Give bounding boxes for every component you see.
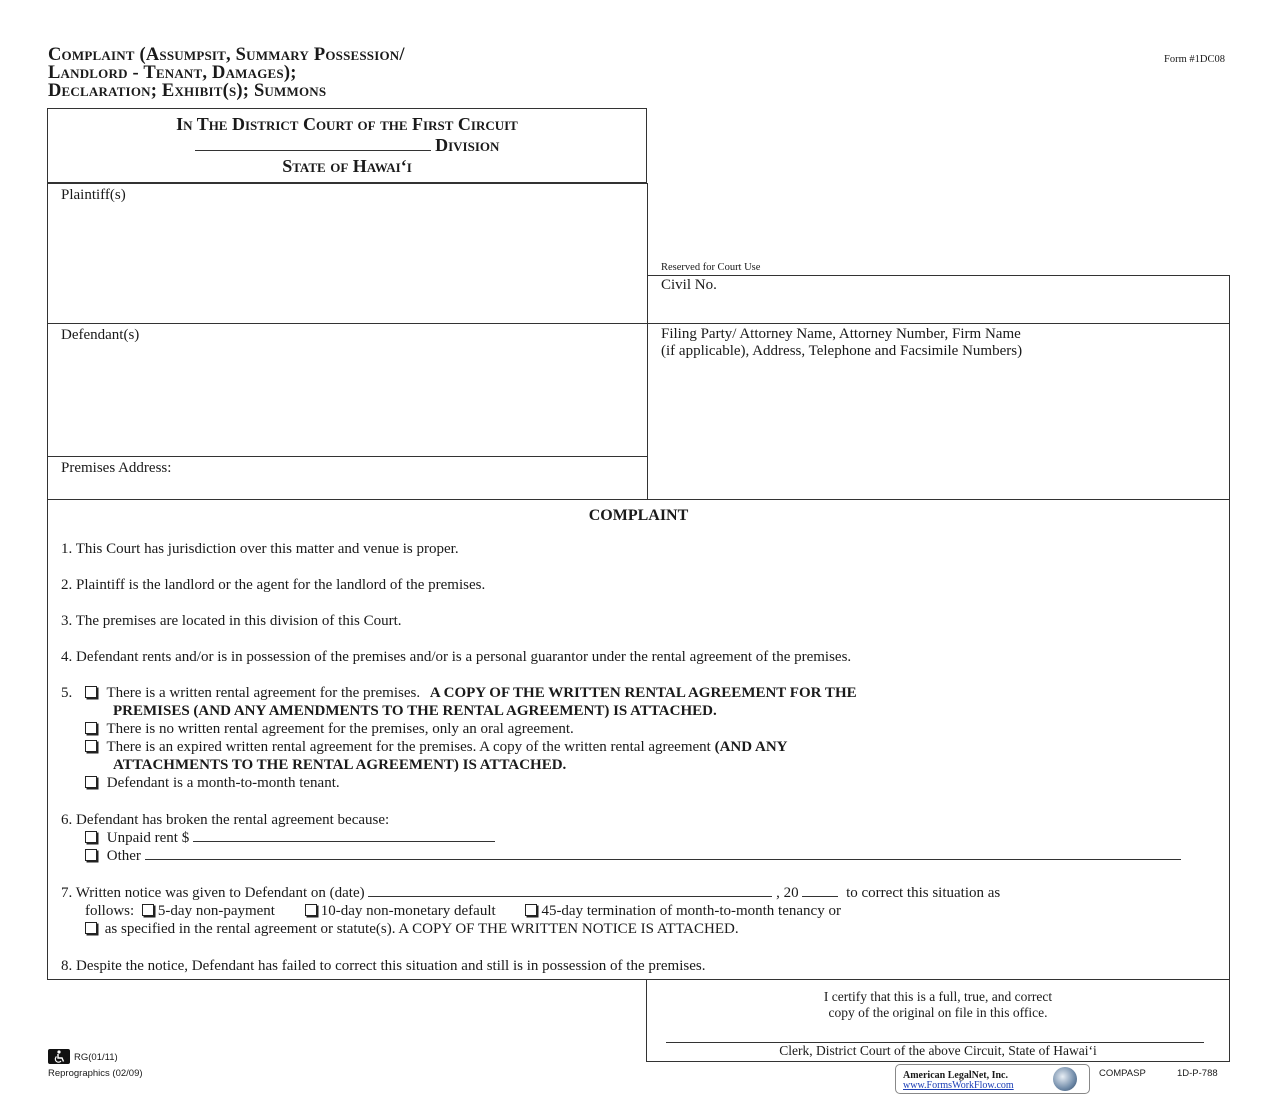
court-name: In The District Court of the First Circuit xyxy=(176,114,518,134)
item5-option-expired: There is an expired written rental agreement for the premises. A copy of the written rental agreement (AND ANY xyxy=(85,738,788,756)
complaint-heading: COMPLAINT xyxy=(588,507,689,524)
item7-specified-row: as specified in the rental agreement or statute(s). A COPY OF THE WRITTEN NOTICE IS ATTACHED. xyxy=(85,920,739,938)
complaint-item-5-number: 5. xyxy=(61,685,73,701)
item5-option-written: There is a written rental agreement for the premises. A COPY OF THE WRITTEN RENTAL AGREEMENT FOR THE xyxy=(85,684,857,702)
oral-agreement-checkbox[interactable] xyxy=(85,722,97,734)
item5-option-written-cont: PREMISES (AND ANY AMENDMENTS TO THE RENTAL AGREEMENT) IS ATTACHED. xyxy=(113,703,717,719)
division-blank[interactable] xyxy=(195,150,431,151)
accessibility-icon xyxy=(48,1049,70,1064)
civil-no-box[interactable] xyxy=(647,275,1230,324)
as-specified-checkbox[interactable] xyxy=(85,922,97,934)
filing-party-label: Filing Party/ Attorney Name, Attorney Number, Firm Name (if applicable), Address, Telephone and Facsimile Numbers) xyxy=(661,326,1023,359)
form-code-compasp: COMPASP xyxy=(1099,1068,1146,1079)
item7-notice-types: follows: 5-day non-payment 10-day non-monetary default 45-day termination of month-to-month tenancy or xyxy=(85,903,841,919)
10-day-checkbox[interactable] xyxy=(305,904,317,916)
premises-address-box[interactable] xyxy=(47,456,648,500)
complaint-item-2: 2. Plaintiff is the landlord or the agent for the landlord of the premises. xyxy=(61,577,486,593)
filing-party-box[interactable] xyxy=(647,323,1230,500)
company-name: American LegalNet, Inc. xyxy=(903,1070,1008,1081)
month-to-month-checkbox[interactable] xyxy=(85,776,97,788)
certification-text: I certify that this is a full, true, and correct copy of the original on file in this office. xyxy=(823,989,1053,1020)
civil-no-label: Civil No. xyxy=(661,277,717,293)
form-title: Complaint (Assumpsit, Summary Possession/ Landlord - Tenant, Damages); Declaration; Exhibit(s); Summons xyxy=(48,45,405,101)
5-day-checkbox[interactable] xyxy=(142,904,154,916)
premises-address-label: Premises Address: xyxy=(61,460,172,476)
court-caption xyxy=(47,108,647,183)
reprographics-code: Reprographics (02/09) xyxy=(48,1068,143,1079)
complaint-item-4: 4. Defendant rents and/or is in possession of the premises and/or is a personal guarantor under the rental agreement of the premises. xyxy=(61,649,852,665)
item5-option-oral: There is no written rental agreement for the premises, only an oral agreement. xyxy=(85,720,574,738)
item5-option-expired-cont: ATTACHMENTS TO THE RENTAL AGREEMENT) IS ATTACHED. xyxy=(113,757,567,773)
company-website-link[interactable]: www.FormsWorkFlow.com xyxy=(903,1080,1014,1091)
notice-date-field[interactable] xyxy=(368,896,772,897)
division-line: Division xyxy=(48,135,646,156)
legalnet-logo[interactable] xyxy=(895,1064,1090,1094)
defendant-box[interactable] xyxy=(47,323,648,457)
notice-year-field[interactable] xyxy=(802,896,838,897)
other-reason-field[interactable] xyxy=(145,859,1181,860)
rg-code: RG(01/11) xyxy=(74,1052,118,1063)
form-number: Form #1DC08 xyxy=(1164,54,1225,65)
reserved-label: Reserved for Court Use xyxy=(661,262,761,273)
globe-icon xyxy=(1053,1067,1077,1091)
clerk-signature-label: Clerk, District Court of the above Circuit, State of Hawai‘i xyxy=(779,1043,1097,1058)
complaint-item-7: 7. Written notice was given to Defendant on (date) , 20 to correct this situation as xyxy=(61,885,1001,901)
unpaid-rent-amount-field[interactable] xyxy=(193,841,495,842)
other-checkbox[interactable] xyxy=(85,849,97,861)
item5-option-month-to-month: Defendant is a month-to-month tenant. xyxy=(85,774,340,792)
45-day-checkbox[interactable] xyxy=(525,904,537,916)
complaint-item-3: 3. The premises are located in this division of this Court. xyxy=(61,613,402,629)
complaint-item-6: 6. Defendant has broken the rental agreement because: xyxy=(61,812,390,828)
plaintiff-box[interactable] xyxy=(47,183,648,324)
other-row: Other xyxy=(85,847,1181,865)
plaintiff-label: Plaintiff(s) xyxy=(61,187,126,203)
defendant-label: Defendant(s) xyxy=(61,327,140,343)
unpaid-rent-row: Unpaid rent $ xyxy=(85,829,495,847)
expired-agreement-checkbox[interactable] xyxy=(85,740,97,752)
certification-box xyxy=(646,979,1230,1062)
form-code-number: 1D-P-788 xyxy=(1177,1068,1218,1079)
state-name: State of Hawai‘i xyxy=(282,156,412,176)
complaint-item-1: 1. This Court has jurisdiction over this matter and venue is proper. xyxy=(61,541,459,557)
unpaid-rent-checkbox[interactable] xyxy=(85,831,97,843)
written-agreement-checkbox[interactable] xyxy=(85,686,97,698)
complaint-item-8: 8. Despite the notice, Defendant has failed to correct this situation and still is in possession of the premises. xyxy=(61,958,706,974)
